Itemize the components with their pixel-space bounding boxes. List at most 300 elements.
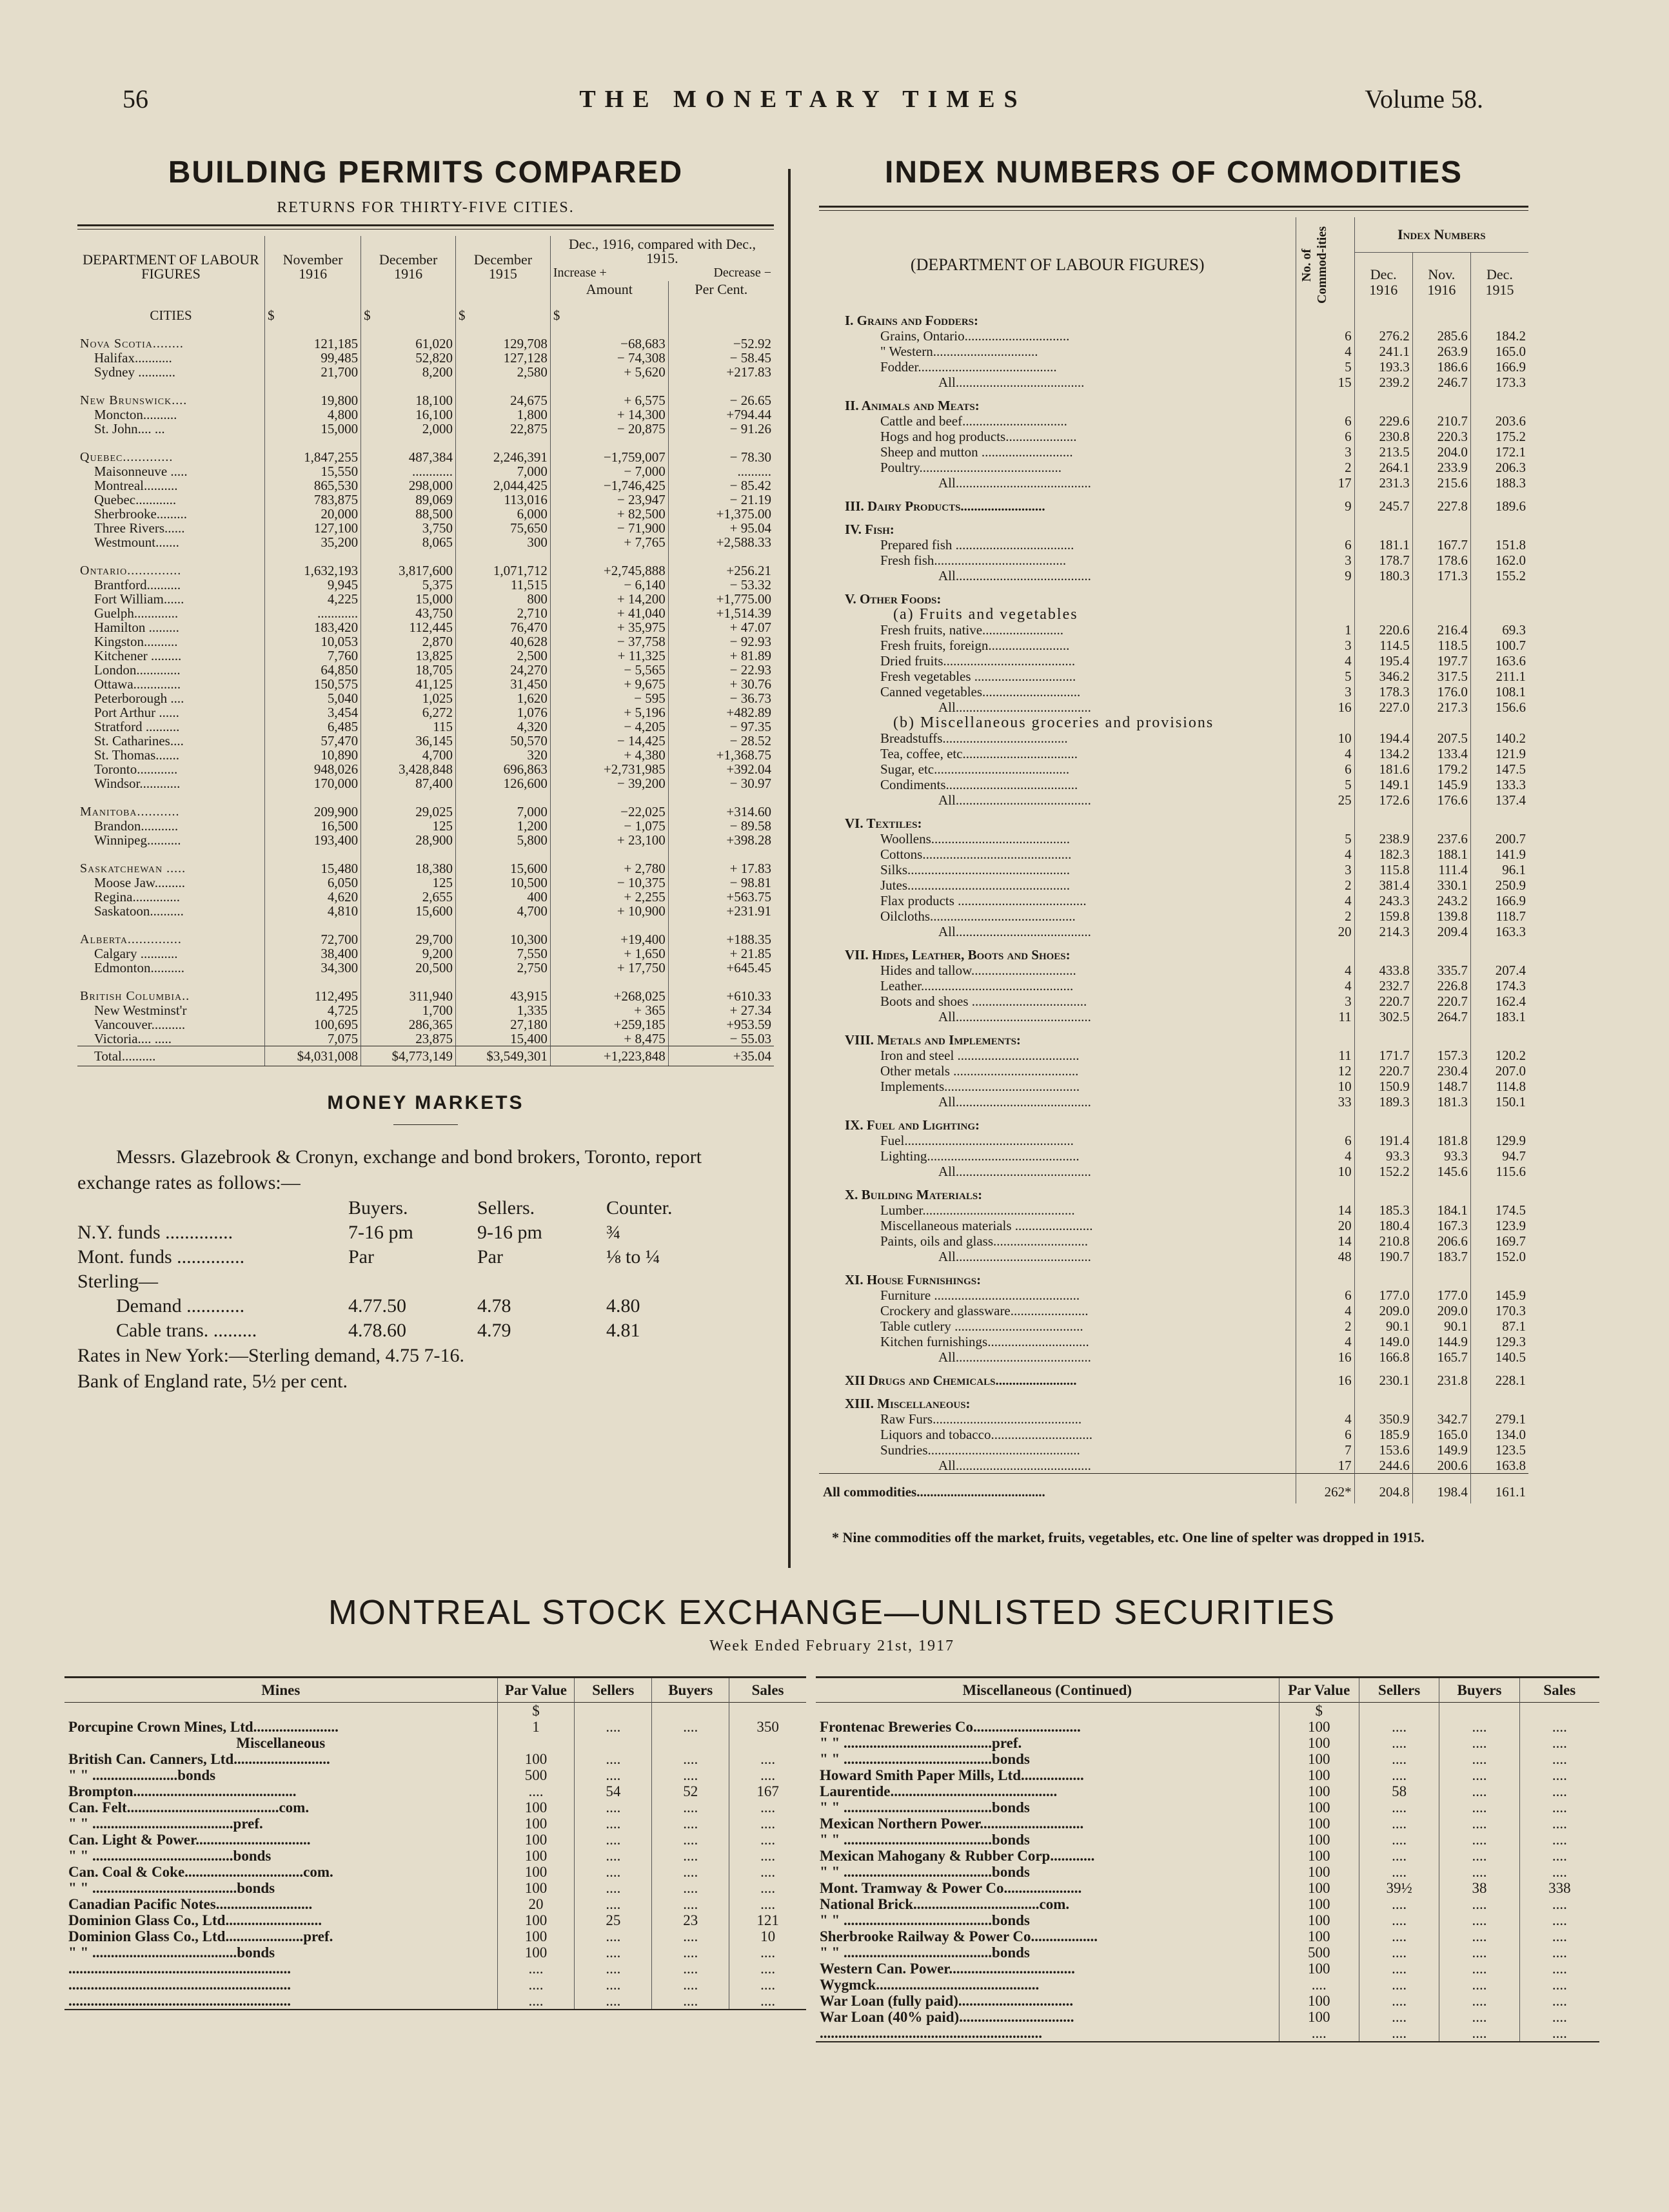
december-1915-value: 127,128 [456, 351, 551, 365]
sellers-rate: 4.78 [477, 1295, 511, 1316]
sellers-price: .... [575, 1961, 652, 1977]
security-row [64, 1864, 806, 1880]
index-numbers-title: INDEX NUMBERS OF COMMODITIES [884, 155, 1463, 190]
sellers-price: .... [575, 1944, 652, 1961]
commodity-label: Lumber............................................. [880, 1202, 1075, 1218]
november-value: 1,847,255 [265, 436, 361, 464]
change-amount: − 7,000 [550, 464, 668, 478]
group-total-row [819, 1094, 1528, 1110]
sellers-rate: Par [477, 1246, 503, 1267]
index-dec-1916: 159.8 [1354, 908, 1412, 924]
index-dec-1916: 93.3 [1354, 1148, 1412, 1164]
november-value: 5,040 [265, 691, 361, 705]
change-amount: − 14,425 [550, 734, 668, 748]
commodity-count: 10 [1296, 730, 1354, 746]
exchange-rate-row [77, 1245, 774, 1269]
commodity-count: 14 [1296, 1233, 1354, 1249]
city-name: Saskatoon.......... [94, 903, 184, 919]
miscellaneous-continued-table [816, 1676, 1599, 2042]
index-dec-1916: 181.1 [1354, 537, 1412, 553]
index-dec-1916: 149.1 [1354, 777, 1412, 792]
sellers-price: .... [575, 1896, 652, 1912]
december-1916-value: 15,000 [361, 592, 456, 606]
par-value: 100 [497, 1880, 575, 1896]
city-row [77, 876, 774, 890]
commodity-row [819, 1218, 1528, 1233]
commodity-count: 4 [1296, 978, 1354, 993]
commodity-label: (a) Fruits and vegetables [893, 606, 1078, 623]
commodity-label: Furniture ........................................... [880, 1287, 1080, 1303]
commodity-count [1296, 1264, 1354, 1287]
col-miscellaneous-continued: Miscellaneous (Continued) [962, 1682, 1132, 1698]
group-total-row [819, 1349, 1528, 1365]
commodity-count: 48 [1296, 1249, 1354, 1264]
december-1916-value: 18,705 [361, 663, 456, 677]
sales-count: .... [729, 1944, 806, 1961]
buyers-price: .... [652, 1848, 729, 1864]
november-value: 7,760 [265, 649, 361, 663]
commodity-count: 5 [1296, 359, 1354, 375]
commodity-count: 16 [1296, 1365, 1354, 1388]
commodity-label: All........................................ [938, 1458, 1091, 1473]
december-1915-value: 6,000 [456, 507, 551, 521]
security-row [64, 1977, 806, 1993]
counter-rate: ⅛ to ¼ [606, 1246, 660, 1267]
commodity-count [1296, 1110, 1354, 1133]
index-nov-1916: 226.8 [1412, 978, 1470, 993]
city-name: Quebec............. [80, 450, 173, 464]
par-value: 100 [497, 1751, 575, 1767]
change-per-cent: + 27.34 [668, 1003, 774, 1017]
col-december-1916: December 1916 [361, 236, 456, 298]
december-1916-value: 115 [361, 719, 456, 734]
commodity-label: Fresh fish....................................... [880, 553, 1067, 568]
index-nov-1916: 176.0 [1412, 684, 1470, 700]
commodity-row [819, 638, 1528, 653]
change-per-cent: +953.59 [668, 1017, 774, 1032]
change-per-cent: +610.33 [668, 975, 774, 1003]
city-name: Edmonton.......... [94, 960, 184, 975]
miscellaneous-rows [816, 1703, 1599, 2042]
index-dec-1916: 245.7 [1354, 491, 1412, 514]
counter-rate [606, 1269, 774, 1294]
sellers-price: .... [575, 1993, 652, 2010]
buyers-price: .... [652, 1896, 729, 1912]
security-name: Brompton............................................ [68, 1783, 297, 1799]
index-nov-1916: 215.6 [1412, 475, 1470, 491]
index-dec-1916: 134.2 [1354, 746, 1412, 761]
page-number: 56 [123, 84, 148, 113]
sellers-rate: 4.79 [477, 1320, 511, 1341]
security-name: ............................................................ [68, 1961, 291, 1977]
security-row [816, 1977, 1599, 1993]
commodity-row [819, 1202, 1528, 1218]
december-1916-value: 9,200 [361, 946, 456, 961]
blank-cell [1439, 1703, 1519, 1719]
index-dec-1916: 149.0 [1354, 1334, 1412, 1349]
commodity-label: Boots and shoes .................................. [880, 993, 1087, 1009]
commodity-count: 2 [1296, 1318, 1354, 1334]
buyers-price: .... [1439, 1993, 1519, 2009]
change-amount: − 5,565 [550, 663, 668, 677]
col-sellers: Sellers. [477, 1197, 535, 1219]
buyers-price: .... [1439, 1735, 1519, 1751]
change-per-cent: + 30.76 [668, 677, 774, 691]
security-name: Can. Coal & Coke................................com. [68, 1864, 333, 1880]
city-name: St. Thomas....... [94, 747, 180, 763]
index-nov-1916 [1412, 1179, 1470, 1202]
commodity-row [819, 344, 1528, 359]
index-nov-1916 [1412, 1264, 1470, 1287]
all-commodities-label: All commodities...................................... [819, 1474, 1296, 1504]
index-nov-1916: 230.4 [1412, 1063, 1470, 1079]
index-dec-1915: 163.3 [1470, 924, 1528, 939]
index-nov-1916: 231.8 [1412, 1365, 1470, 1388]
commodity-label: Sundries............................................. [880, 1442, 1080, 1458]
double-rule [819, 206, 1528, 211]
index-nov-1916: 165.7 [1412, 1349, 1470, 1365]
commodity-row [819, 862, 1528, 877]
december-1915-value: 15,400 [456, 1032, 551, 1046]
city-row [77, 1003, 774, 1017]
province-row [77, 975, 774, 1003]
buyers-price: .... [652, 1961, 729, 1977]
change-per-cent: +231.91 [668, 904, 774, 918]
change-amount: − 4,205 [550, 719, 668, 734]
sellers-price: .... [1359, 1751, 1439, 1767]
change-per-cent: − 91.26 [668, 422, 774, 436]
commodity-count [1296, 607, 1354, 622]
commodity-label: XIII. Miscellaneous: [845, 1396, 971, 1411]
city-name: Nova Scotia........ [80, 337, 184, 351]
commodity-count: 4 [1296, 1303, 1354, 1318]
commodity-row [819, 328, 1528, 344]
index-dec-1915: 140.5 [1470, 1349, 1528, 1365]
december-1915-value: 1,800 [456, 407, 551, 422]
total-label: Total.......... [77, 1046, 265, 1066]
sales-count: .... [1519, 1993, 1599, 2009]
november-value: 4,800 [265, 407, 361, 422]
index-nov-1916: 179.2 [1412, 761, 1470, 777]
par-value: 100 [497, 1799, 575, 1816]
index-dec-1915: 118.7 [1470, 908, 1528, 924]
change-amount: −1,746,425 [550, 478, 668, 493]
index-dec-1915: 183.1 [1470, 1009, 1528, 1024]
commodity-label: Crockery and glassware....................... [880, 1303, 1089, 1318]
commodity-label: Sheep and mutton ........................... [880, 444, 1073, 460]
commodity-label: All........................................ [938, 475, 1091, 491]
index-dec-1916: 276.2 [1354, 328, 1412, 344]
december-1915-value: 320 [456, 748, 551, 762]
security-row [816, 1735, 1599, 1751]
change-per-cent: − 97.35 [668, 719, 774, 734]
change-amount: +19,400 [550, 918, 668, 946]
change-per-cent: +794.44 [668, 407, 774, 422]
buyers-price: .... [1439, 1864, 1519, 1880]
december-1916-value: 18,100 [361, 379, 456, 407]
november-value: 64,850 [265, 663, 361, 677]
total-row [77, 1046, 774, 1066]
index-nov-1916: 263.9 [1412, 344, 1470, 359]
change-per-cent: +398.28 [668, 833, 774, 847]
security-name: " " ........................................bonds [820, 1864, 1030, 1880]
index-nov-1916: 317.5 [1412, 669, 1470, 684]
commodity-label: Flax products ...................................... [880, 893, 1087, 908]
sellers-price: .... [575, 1816, 652, 1832]
security-row [64, 1799, 806, 1816]
col-mines: Mines [261, 1682, 301, 1698]
index-dec-1916: 220.6 [1354, 622, 1412, 638]
change-amount: + 8,475 [550, 1032, 668, 1046]
counter-rate: 4.81 [606, 1320, 640, 1341]
sales-count: .... [1519, 1799, 1599, 1816]
sellers-price: .... [575, 1799, 652, 1816]
commodity-count: 4 [1296, 1148, 1354, 1164]
index-dec-1916: 191.4 [1354, 1133, 1412, 1148]
december-1916-value: 2,870 [361, 634, 456, 649]
december-1915-value: 24,270 [456, 663, 551, 677]
index-nov-1916: 157.3 [1412, 1048, 1470, 1063]
change-amount: − 74,308 [550, 351, 668, 365]
col-per-cent: Per Cent. [668, 281, 774, 298]
december-1915-value: 75,650 [456, 521, 551, 535]
par-value: 500 [1279, 1944, 1359, 1961]
col-number-commodities-label: No. of Commod-ities [1299, 226, 1330, 304]
city-row [77, 351, 774, 365]
security-row [816, 1928, 1599, 1944]
commodity-label: Cottons............................................ [880, 847, 1072, 862]
commodity-count: 9 [1296, 568, 1354, 583]
commodity-row [819, 746, 1528, 761]
security-row [816, 1864, 1599, 1880]
december-1915-value: 1,200 [456, 819, 551, 833]
province-row [77, 379, 774, 407]
index-dec-1915: 184.2 [1470, 328, 1528, 344]
index-dec-1915: 162.0 [1470, 553, 1528, 568]
security-row [816, 1848, 1599, 1864]
index-dec-1916: 433.8 [1354, 963, 1412, 978]
security-name: " " ........................................pref. [820, 1735, 1022, 1751]
change-amount: −68,683 [550, 322, 668, 351]
commodity-label: All........................................ [938, 1094, 1091, 1110]
index-dec-1915: 129.3 [1470, 1334, 1528, 1349]
security-name: Wygmck............................................ [820, 1977, 1040, 1993]
december-1915-value: 22,875 [456, 422, 551, 436]
city-name: Montreal.......... [94, 478, 178, 493]
index-numbers-rows [819, 313, 1528, 1474]
buyers-price: .... [652, 1832, 729, 1848]
sellers-price: .... [1359, 1961, 1439, 1977]
sales-count: 10 [729, 1928, 806, 1944]
index-nov-1916: 145.9 [1412, 777, 1470, 792]
index-nov-1916: 217.3 [1412, 700, 1470, 715]
november-value: 9,945 [265, 578, 361, 592]
city-row [77, 620, 774, 634]
index-dec-1916: 241.1 [1354, 344, 1412, 359]
city-row [77, 1032, 774, 1046]
security-name: Laurentide............................................. [820, 1783, 1058, 1799]
commodity-count [1296, 715, 1354, 730]
security-row [64, 1961, 806, 1977]
security-name: Porcupine Crown Mines, Ltd....................... [68, 1719, 339, 1735]
exchange-rates-table [77, 1196, 774, 1343]
province-row [77, 790, 774, 819]
december-1915-value: 800 [456, 592, 551, 606]
index-nov-1916 [1412, 715, 1470, 730]
change-amount: − 20,875 [550, 422, 668, 436]
commodity-count [1296, 1388, 1354, 1411]
city-name: St. Catharines.... [94, 733, 184, 749]
col-sellers: Sellers [575, 1678, 652, 1703]
december-1916-value: 43,750 [361, 606, 456, 620]
commodity-label: Sugar, etc........................................ [880, 761, 1070, 777]
change-amount: + 6,575 [550, 379, 668, 407]
par-value: .... [1279, 2025, 1359, 2042]
par-value: 100 [1279, 1896, 1359, 1912]
november-value: 57,470 [265, 734, 361, 748]
december-1916-value: 13,825 [361, 649, 456, 663]
index-nov-1916 [1412, 939, 1470, 963]
commodity-count [1296, 390, 1354, 413]
city-name: Sherbrooke......... [94, 506, 188, 522]
security-name: Canadian Pacific Notes.......................... [68, 1896, 313, 1912]
december-1915-value: 7,000 [456, 790, 551, 819]
col-decrease: Decrease − [713, 266, 771, 280]
november-value: 10,053 [265, 634, 361, 649]
december-1915-value: 113,016 [456, 493, 551, 507]
index-dec-1916: 178.3 [1354, 684, 1412, 700]
commodity-row [819, 1334, 1528, 1349]
city-row [77, 719, 774, 734]
index-dec-1915: 170.3 [1470, 1303, 1528, 1318]
change-per-cent: − 30.97 [668, 776, 774, 790]
index-dec-1915: 145.9 [1470, 1287, 1528, 1303]
commodity-row [819, 1048, 1528, 1063]
commodity-row [819, 847, 1528, 862]
december-1916-value: 112,445 [361, 620, 456, 634]
commodity-row [819, 1427, 1528, 1442]
commodity-count: 2 [1296, 460, 1354, 475]
index-nov-1916: 216.4 [1412, 622, 1470, 638]
index-nov-1916: 90.1 [1412, 1318, 1470, 1334]
commodity-group-row [819, 313, 1528, 328]
december-1916-value: 36,145 [361, 734, 456, 748]
index-dec-1915: 115.6 [1470, 1164, 1528, 1179]
index-nov-1916: 264.7 [1412, 1009, 1470, 1024]
buyers-price: .... [1439, 2025, 1519, 2042]
exchange-rate-row [77, 1269, 774, 1294]
commodity-row [819, 1063, 1528, 1079]
december-1915-value: 11,515 [456, 578, 551, 592]
index-nov-1916: 188.1 [1412, 847, 1470, 862]
index-dec-1915: 123.9 [1470, 1218, 1528, 1233]
commodity-count: 15 [1296, 375, 1354, 390]
buyers-price: .... [652, 1944, 729, 1961]
index-dec-1916 [1354, 1024, 1412, 1048]
change-per-cent: + 21.85 [668, 946, 774, 961]
change-per-cent: +1,514.39 [668, 606, 774, 620]
index-dec-1916: 238.9 [1354, 831, 1412, 847]
index-nov-1916: 330.1 [1412, 877, 1470, 893]
index-dec-1915: 169.7 [1470, 1233, 1528, 1249]
city-row [77, 634, 774, 649]
security-name: Western Can. Power.................................. [820, 1961, 1075, 1977]
change-per-cent: − 98.81 [668, 876, 774, 890]
week-ended: Week Ended February 21st, 1917 [709, 1638, 954, 1654]
november-value: 7,075 [265, 1032, 361, 1046]
change-per-cent: − 58.45 [668, 351, 774, 365]
index-dec-1916: 153.6 [1354, 1442, 1412, 1458]
par-value: 1 [497, 1719, 575, 1735]
change-per-cent: +217.83 [668, 365, 774, 379]
sales-count: .... [1519, 1896, 1599, 1912]
commodity-count [1296, 939, 1354, 963]
building-permits-subtitle: RETURNS FOR THIRTY-FIVE CITIES. [277, 199, 575, 216]
index-dec-1916: 185.9 [1354, 1427, 1412, 1442]
buyers-price: 38 [1439, 1880, 1519, 1896]
buyers-price: .... [652, 1993, 729, 2010]
buyers-price: .... [652, 1799, 729, 1816]
col-december-1915: December 1915 [456, 236, 551, 298]
col-sellers: Sellers [1359, 1678, 1439, 1703]
rate-label: Demand ............ [116, 1295, 245, 1316]
commodity-label: Leather............................................. [880, 978, 1074, 993]
november-value: 6,485 [265, 719, 361, 734]
change-per-cent: + 17.83 [668, 847, 774, 876]
security-name: " " .......................................bonds [68, 1880, 275, 1896]
security-row [816, 1961, 1599, 1977]
blank-cell [652, 1703, 729, 1719]
city-name: Alberta.............. [80, 932, 182, 946]
sales-count: .... [1519, 1816, 1599, 1832]
group-total-row [819, 475, 1528, 491]
december-1916-value: 61,020 [361, 322, 456, 351]
total-november: $4,031,008 [265, 1046, 361, 1066]
par-value: 100 [497, 1928, 575, 1944]
money-markets-intro: Messrs. Glazebrook & Cronyn, exchange and bond brokers, Toronto, report exchange rates as follows:— [77, 1146, 702, 1193]
commodity-row [819, 1287, 1528, 1303]
dollar-sign: $ [497, 1703, 575, 1719]
exchange-rate-row [77, 1318, 774, 1343]
buyers-price: .... [652, 1880, 729, 1896]
november-value: 20,000 [265, 507, 361, 521]
december-1915-value: 10,500 [456, 876, 551, 890]
sellers-price: .... [1359, 1896, 1439, 1912]
rate-label: N.Y. funds .............. [77, 1222, 233, 1243]
december-1916-value: 41,125 [361, 677, 456, 691]
december-1915-value: 40,628 [456, 634, 551, 649]
index-dec-1915: 175.2 [1470, 429, 1528, 444]
commodity-label: Grains, Ontario............................... [880, 328, 1070, 344]
par-value: 100 [497, 1864, 575, 1880]
commodity-count: 11 [1296, 1009, 1354, 1024]
par-value: 100 [1279, 1961, 1359, 1977]
security-row [64, 1993, 806, 2010]
buyers-rate: Par [348, 1246, 374, 1267]
security-row [64, 1816, 806, 1832]
city-row [77, 478, 774, 493]
sellers-price: .... [1359, 1719, 1439, 1735]
city-name: Vancouver.......... [94, 1017, 186, 1032]
commodity-group-row [819, 491, 1528, 514]
december-1915-value: 1,076 [456, 705, 551, 719]
commodity-label: Lighting............................................. [880, 1148, 1080, 1164]
commodity-count: 5 [1296, 831, 1354, 847]
november-value: 35,200 [265, 535, 361, 549]
commodity-label: All........................................ [938, 700, 1091, 715]
security-row [64, 1751, 806, 1767]
running-header [123, 84, 1483, 122]
